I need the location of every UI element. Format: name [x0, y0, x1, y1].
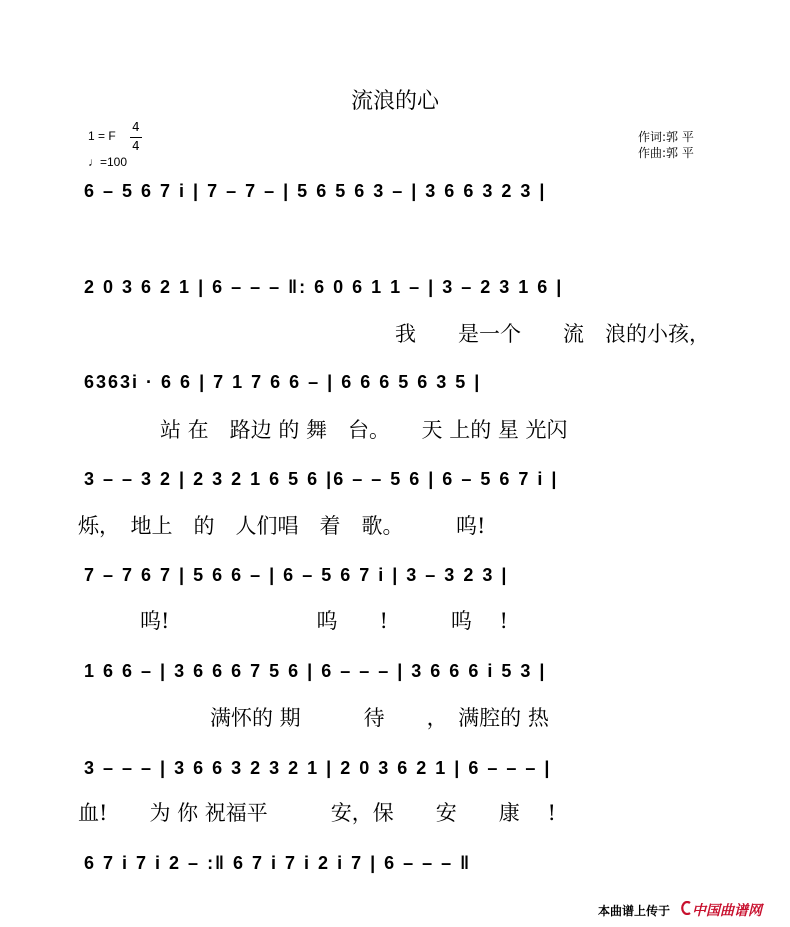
notation-row-2: 2 0 3 6 2 1 | 6 – – – ‖: 6 0 6 1 1 – | 3 – 2 3 1 6 |	[84, 277, 564, 297]
lyric-row-3: 站 在 路边 的 舞 台。 天 上的 星 光闪	[160, 418, 568, 442]
composer-credit: 作曲:郭 平	[638, 146, 694, 160]
time-signature-bottom: 4	[132, 139, 140, 153]
lyric-row-2: 我 是一个 流 浪的小孩，	[395, 322, 710, 346]
key-signature: 1 = F	[88, 129, 116, 143]
notation-row-6: 1 6 6 – | 3 6 6 6 7 5 6 | 6 – – – | 3 6 6 6 i 5 3 |	[84, 661, 547, 681]
time-signature-top: 4	[132, 120, 140, 134]
site-logo-icon	[680, 901, 692, 915]
tempo-marking: ♩=100	[88, 155, 128, 169]
notation-row-1: 6 – 5 6 7 i | 7 – 7 – | 5 6 5 6 3 – | 3 6 6 3 2 3 |	[84, 181, 547, 201]
notation-row-7: 3 – – – | 3 6 6 3 2 3 2 1 | 2 0 3 6 2 1 | 6 – – – |	[84, 758, 552, 778]
lyric-row-5: 呜! 呜 ! 呜 !	[140, 609, 508, 633]
upload-credit-text: 本曲谱上传于	[598, 904, 671, 918]
notation-row-4: 3 – – 3 2 | 2 3 2 1 6 5 6 |6 – – 5 6 | 6 – 5 6 7 i |	[84, 469, 559, 489]
lyric-row-4: 烁， 地上 的 人们唱 着 歌。 呜!	[78, 514, 486, 538]
time-signature-divider	[130, 137, 142, 138]
notation-row-3: 6363i · 6 6 | 7 1 7 6 6 – | 6 6 6 5 6 3 5 |	[84, 372, 482, 392]
lyric-row-6: 满怀的 期 待 ， 满腔的 热	[210, 706, 549, 730]
song-title: 流浪的心	[350, 89, 439, 114]
lyricist-credit: 作词:郭 平	[638, 130, 694, 144]
notation-row-8: 6 7 i 7 i 2 – :‖ 6 7 i 7 i 2 i 7 | 6 – – – ‖	[84, 853, 472, 873]
site-logo-text[interactable]: 中国曲谱网	[692, 903, 762, 919]
notation-row-5: 7 – 7 6 7 | 5 6 6 – | 6 – 5 6 7 i | 3 – 3 2 3 |	[84, 565, 509, 585]
lyric-row-7: 血! 为 你 祝福平 安，保 安 康 !	[78, 801, 556, 825]
